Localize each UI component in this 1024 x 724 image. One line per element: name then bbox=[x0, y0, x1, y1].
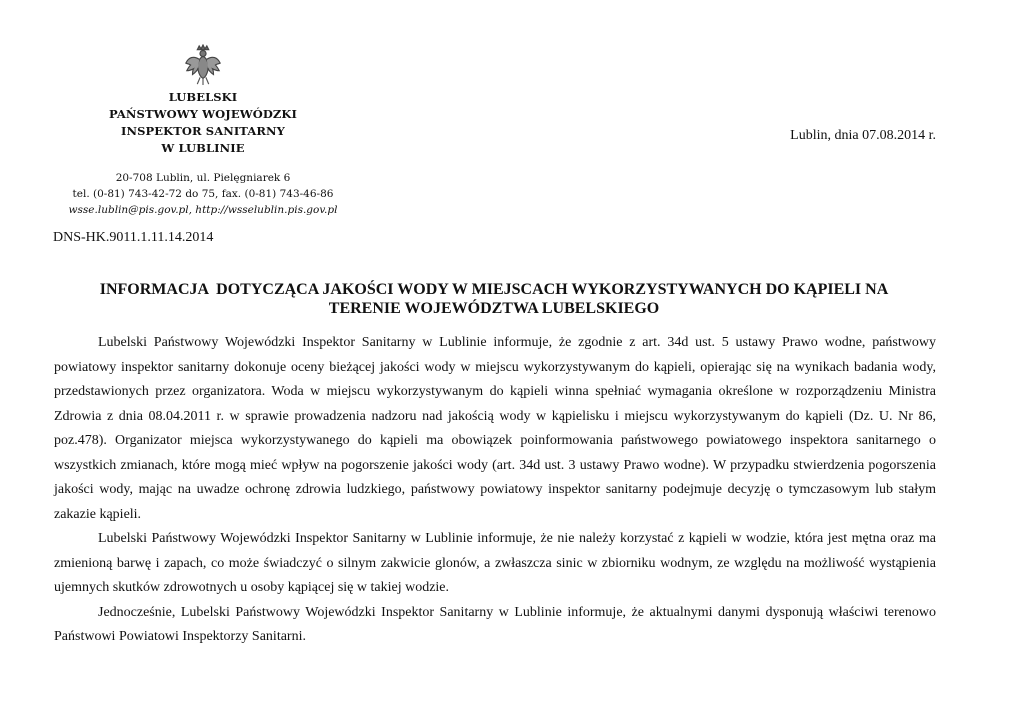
body-paragraph: Jednocześnie, Lubelski Państwowy Wojewódzki Inspektor Sanitarny w Lublinie informuje, że aktualnymi danymi dysponują właściwi terenowo Państwowi Powiatowi Inspektorzy Sanitarni. bbox=[54, 604, 936, 644]
address-line: 20-708 Lublin, ul. Pielęgniarek 6 bbox=[115, 172, 291, 184]
letterhead bbox=[40, 44, 366, 218]
title-line: INFORMACJA DOTYCZĄCA JAKOŚCI WODY W MIEJSCACH WYKORZYSTYWANYCH DO KĄPIELI NA bbox=[99, 281, 889, 298]
institution-line: W LUBLINIE bbox=[161, 141, 245, 155]
institution-line: LUBELSKI bbox=[168, 90, 238, 104]
document-body bbox=[54, 331, 936, 650]
document-date: Lublin, dnia 07.08.2014 r. bbox=[790, 128, 936, 143]
eagle-emblem-icon bbox=[183, 44, 223, 86]
institution-line: PAŃSTWOWY WOJEWÓDZKI bbox=[109, 107, 297, 121]
email-web-line: wsse.lublin@pis.gov.pl, http://wsselublin.pis.gov.pl bbox=[68, 204, 338, 216]
body-paragraph: Lubelski Państwowy Wojewódzki Inspektor Sanitarny w Lublinie informuje, że nie należy korzystać z kąpieli w wodzie, która jest mętna oraz ma zmienioną barwę i zapach, co może świadczyć o silnym zakwicie glonów, a zwłaszcza sinic w zbiorniku wodnym, ze względu na możliwość wystąpienia ujemnych skutków zdrowotnych u osoby kąpiącej się w takiej wodzie. bbox=[54, 531, 936, 595]
document-title bbox=[52, 280, 936, 318]
phone-fax-line: tel. (0-81) 743-42-72 do 75, fax. (0-81) 743-46-86 bbox=[72, 188, 334, 200]
title-line: TERENIE WOJEWÓDZTWA LUBELSKIEGO bbox=[328, 300, 660, 317]
body-paragraph: Lubelski Państwowy Wojewódzki Inspektor Sanitarny w Lublinie informuje, że zgodnie z art. 34d ust. 5 ustawy Prawo wodne, państwowy powiatowy inspektor sanitarny dokonuje oceny bieżącej jakości wody w miejscu wykorzystywanym do kąpieli, opierając się na wynikach badania wody, przedstawionych przez organizatora. Woda w miejscu wykorzystywanym do kąpieli winna spełniać wymagania określone w rozporządzeniu Ministra Zdrowia z dnia 08.04.2011 r. w sprawie prowadzenia nadzoru nad jakością wody w kąpielisku i miejscu wykorzystywanym do kąpieli (Dz. U. Nr 86, poz.478). Organizator miejsca wykorzystywanego do kąpieli ma obowiązek poinformowania państwowego powiatowego inspektora sanitarnego o wszystkich zmianach, które mogą mieć wpływ na pogorszenie jakości wody (art. 34d ust. 3 ustawy Prawo wodne). W przypadku stwierdzenia pogorszenia jakości wody, mając na uwadze ochronę zdrowia ludzkiego, państwowy powiatowy inspektor sanitarny podejmuje decyzję o tymczasowym lub stałym zakazie kąpieli. bbox=[54, 335, 936, 522]
institution-line: INSPEKTOR SANITARNY bbox=[121, 124, 285, 138]
reference-number: DNS-HK.9011.1.11.14.2014 bbox=[53, 230, 214, 245]
